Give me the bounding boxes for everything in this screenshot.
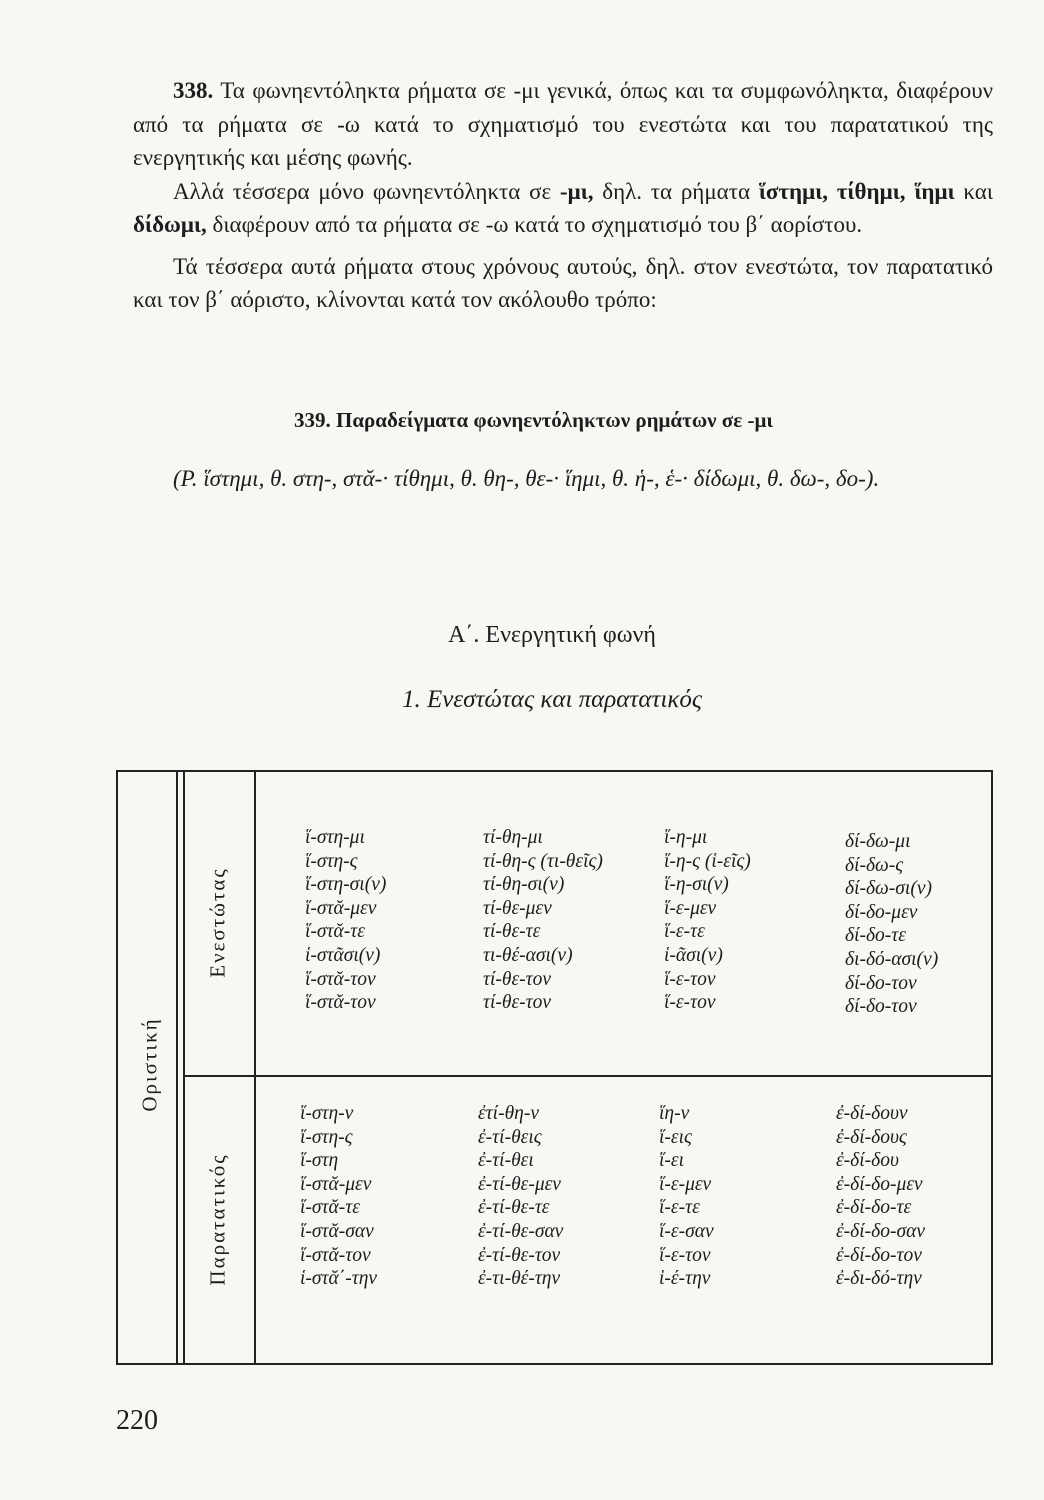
- section-338: [133, 74, 993, 317]
- mood-column-divider-double: [183, 770, 185, 1365]
- form: ἱ-στᾶσι(ν): [305, 944, 381, 966]
- present-label: Ενεστώτας: [205, 867, 230, 978]
- imperfect-hiemi-column: [659, 1102, 714, 1291]
- form: ἵ-στη: [300, 1150, 339, 1172]
- present-didomi-column: [845, 830, 938, 1019]
- form: τί-θε-τον: [483, 992, 552, 1014]
- form: ἐ-τί-θε-σαν: [478, 1220, 564, 1242]
- form: ἵ-στᾰ-μεν: [300, 1173, 372, 1195]
- form: ἐ-τί-θε-τον: [478, 1244, 561, 1266]
- form: τι-θέ-ασι(ν): [483, 944, 573, 966]
- form: δί-δω-σι(ν): [845, 878, 932, 900]
- paragraph-2: [133, 175, 993, 242]
- form: ἱ-στᾰ΄-την: [300, 1268, 378, 1290]
- paragraph-1-text: Τα φωνηεντόληκτα ρήματα σε -μι γενικά, όπως και τα συμφωνόληκτα, διαφέρουν από τα ρήματα σε -ω κατά το σχηματισμό του ενεστώτα και του παρατατικού της ενεργητικής και μέσης φωνής.: [133, 78, 993, 170]
- form: ἵ-ε-τον: [664, 992, 716, 1014]
- form: ἵ-ε-μεν: [664, 897, 717, 919]
- form: ἵ-στη-ν: [300, 1103, 354, 1124]
- form: ἵ-ει: [659, 1150, 685, 1172]
- form: ἐ-δί-δο-τε: [836, 1197, 912, 1219]
- form: δί-δο-τε: [845, 925, 906, 947]
- verb-tithemi: τίθημι,: [836, 178, 906, 204]
- paragraph-2-text-a: Αλλά τέσσερα μόνο φωνηεντόληκτα σε: [173, 178, 560, 204]
- present-tithemi-column: [483, 826, 603, 1015]
- form: τί-θε-τε: [483, 921, 541, 943]
- tense-column-divider: [254, 770, 256, 1365]
- form: ἵ-στᾰ-τον: [305, 992, 376, 1014]
- form: ἵ-στη-ς: [300, 1126, 353, 1148]
- form: ἐ-τί-θε-μεν: [478, 1173, 561, 1195]
- form: ἐ-δί-δο-μεν: [836, 1173, 923, 1195]
- form: ἱ-ᾶσι(ν): [664, 944, 723, 966]
- suffix-mi: -μι,: [559, 178, 594, 204]
- form: ἵ-ε-σαν: [659, 1220, 714, 1242]
- form: ἵ-στη-σι(ν): [305, 874, 387, 896]
- form: ἐ-τί-θει: [478, 1150, 534, 1172]
- imperfect-label: Παρατατικός: [205, 1153, 230, 1286]
- form: ἵ-στη-μι: [305, 827, 365, 848]
- form: ἵ-στᾰ-σαν: [300, 1220, 374, 1242]
- tense-row-divider: [183, 1075, 993, 1077]
- form: τί-θη-μι: [483, 827, 543, 848]
- form: δί-δο-τον: [845, 972, 917, 994]
- form: ἵ-η-σι(ν): [664, 874, 729, 896]
- form: ἐ-δί-δου: [836, 1150, 899, 1172]
- form: ἐ-δί-δους: [836, 1126, 907, 1148]
- mood-column-divider: [176, 770, 178, 1365]
- form: τί-θη-ς (τι-θεῖς): [483, 850, 603, 872]
- form: δι-δό-ασι(ν): [845, 948, 939, 970]
- form: δί-δω-ς: [845, 854, 904, 876]
- imperfect-istemi-column: [300, 1102, 377, 1291]
- form: ἵ-εις: [659, 1126, 692, 1148]
- form: ἐ-τί-θεις: [478, 1126, 542, 1148]
- paragraph-1: [133, 74, 993, 175]
- form: ἵ-ε-τε: [664, 921, 705, 943]
- paragraph-3: Τά τέσσερα αυτά ρήματα στους χρόνους αυτούς, δηλ. στον ενεστώτα, τον παρατατικό και τον β΄ αόριστο, κλίνονται κατά τον ακόλουθο τρόπο:: [133, 253, 993, 312]
- form: ἵ-στᾰ-τον: [300, 1244, 371, 1266]
- form: ἐ-δι-δό-την: [836, 1268, 922, 1290]
- form: ἐ-τί-θε-τε: [478, 1197, 550, 1219]
- form: ἐ-δί-δουν: [836, 1103, 908, 1124]
- form: ἵη-ν: [659, 1103, 690, 1124]
- form: ἐ-δί-δο-σαν: [836, 1220, 925, 1242]
- form: τί-θε-μεν: [483, 897, 552, 919]
- form: ἵ-στᾰ-τε: [300, 1197, 360, 1219]
- paragraph-2-text-b: δηλ. τα ρήματα: [593, 178, 759, 204]
- form: τί-θε-τον: [483, 968, 552, 990]
- form: τί-θη-σι(ν): [483, 874, 565, 896]
- paragraph-2-text-c: διαφέρουν από τα ρήματα σε -ω κατά το σχηματισμό του β΄ αορίστου.: [206, 212, 863, 237]
- form: δί-δο-τον: [845, 996, 917, 1018]
- form: δί-δο-μεν: [845, 901, 918, 923]
- form: ἱ-έ-την: [659, 1268, 711, 1290]
- form: ἵ-η-ς (ἱ-εῖς): [664, 850, 751, 872]
- verb-didomi: δίδωμι,: [133, 212, 207, 237]
- present-hiemi-column: [664, 826, 751, 1015]
- form: ἐ-δί-δο-τον: [836, 1244, 922, 1266]
- form: ἵ-στᾰ-τε: [305, 921, 365, 943]
- verb-roots: (Ρ. ἵστημι, θ. στη-, στᾰ-· τίθημι, θ. θη-, θε-· ἵημι, θ. ἡ-, ἑ-· δίδωμι, θ. δω-, δο-).: [173, 466, 880, 491]
- form: ἵ-η-μι: [664, 827, 708, 848]
- form: ἵ-στᾰ-μεν: [305, 897, 377, 919]
- mood-label: Οριστική: [137, 1017, 162, 1112]
- voice-heading: Α΄. Ενεργητική φωνή: [448, 622, 656, 648]
- form: ἵ-ε-τον: [659, 1244, 711, 1266]
- paragraph-2-kai: και: [954, 178, 994, 204]
- imperfect-didomi-column: [836, 1102, 925, 1291]
- form: ἵ-ε-μεν: [659, 1173, 712, 1195]
- section-number: 338.: [173, 78, 214, 103]
- imperfect-tithemi-column: [478, 1102, 563, 1291]
- form: ἵ-ε-τον: [664, 968, 716, 990]
- tense-heading: 1. Ενεστώτας και παρατατικός: [401, 686, 703, 713]
- form: δί-δω-μι: [845, 831, 911, 852]
- form: ἐτί-θη-ν: [478, 1103, 539, 1124]
- verb-istemi: ἵστημι,: [758, 178, 828, 204]
- present-istemi-column: [305, 826, 386, 1015]
- verb-hiemi: ἵημι: [914, 178, 955, 204]
- form: ἐ-τι-θέ-την: [478, 1268, 561, 1290]
- page-number: 220: [116, 1405, 158, 1436]
- form: ἵ-στη-ς: [305, 850, 358, 872]
- form: ἵ-στᾰ-τον: [305, 968, 376, 990]
- form: ἵ-ε-τε: [659, 1197, 700, 1219]
- section-339-heading: 339. Παραδείγματα φωνηεντόληκτων ρημάτων σε -μι: [294, 408, 773, 432]
